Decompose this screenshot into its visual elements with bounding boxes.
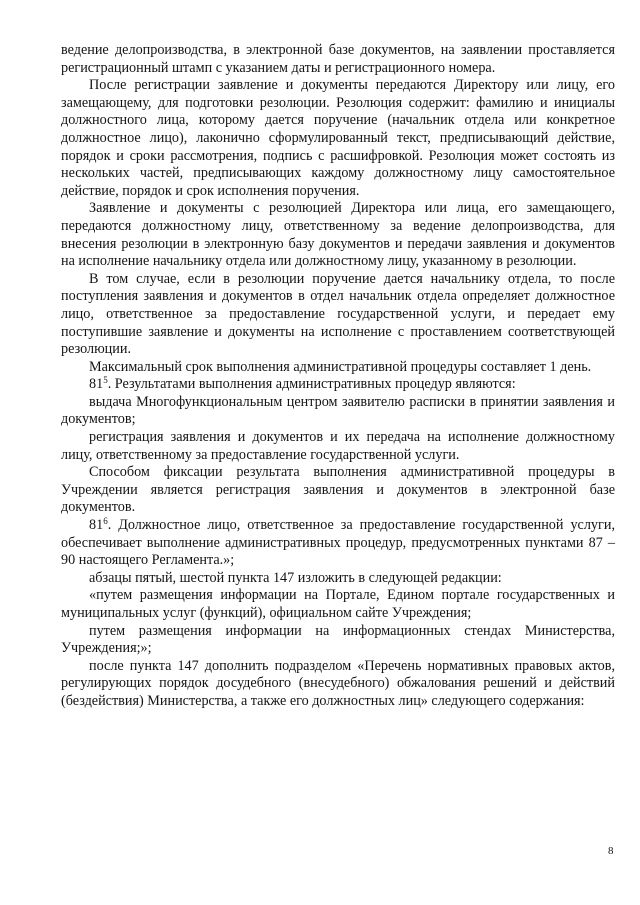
- clause-superscript: 5: [103, 375, 108, 386]
- paragraph-12: «путем размещения информации на Портале, Едином портале государственных и муниципальных услуг (функций), официальном сайте Учреждения;: [61, 587, 615, 621]
- clause-number: 81: [89, 376, 104, 393]
- paragraph-2: После регистрации заявление и документы передаются Директору или лицу, его замещающему, для подготовки резолюции. Резолюция содержит: фамилию и инициалы должностного лица, которому дается поручение (начальник отдела или конкретное должностное лицо), лаконично сформулированный текст, предписывающий действие, порядок и сроки рассмотрения, подпись с расшифровкой. Резолюция может состоять из нескольких частей, предписывающих каждому должностному лицу самостоятельное действие, порядок и срок исполнения поручения.: [61, 77, 615, 199]
- paragraph-1: ведение делопроизводства, в электронной базе документов, на заявлении проставляется регистрационный штамп с указанием даты и регистрационного номера.: [61, 42, 615, 76]
- clause-text: . Результатами выполнения административных процедур являются:: [107, 376, 516, 393]
- paragraph-6: [61, 376, 615, 394]
- paragraph-7: выдача Многофункциональным центром заявителю расписки в принятии заявления и документов;: [61, 393, 615, 428]
- paragraph-3: Заявление и документы с резолюцией Директора или лица, его замещающего, передаются должностному лицу, ответственному за ведение делопроизводства, для внесения резолюции в электронную базу документов и передачи заявления и документов на исполнение начальнику отдела или должностному лицу, указанному в резолюции.: [61, 200, 615, 270]
- clause-number: 81: [89, 517, 104, 534]
- paragraph-13: путем размещения информации на информационных стендах Министерства, Учреждения;»;: [61, 622, 615, 657]
- page-number: 8: [608, 845, 614, 857]
- paragraph-10: [61, 517, 615, 570]
- clause-text: . Должностное лицо, ответственное за предоставление государственной услуги, обеспечивает выполнение административных процедур, предусмотренных пунктами 87 – 90 настоящего Регламента.»;: [61, 517, 615, 569]
- paragraph-11: абзацы пятый, шестой пункта 147 изложить в следующей редакции:: [89, 569, 502, 586]
- clause-superscript: 6: [103, 516, 108, 527]
- paragraph-4: В том случае, если в резолюции поручение дается начальнику отдела, то после поступления заявления и документов в отдел начальник отдела определяет должностное лицо, ответственное за предоставление государственной услуги, и передает ему поступившие заявление и документы на исполнение с проставлением соответствующей резолюции.: [61, 270, 615, 358]
- paragraph-14: после пункта 147 дополнить подразделом «Перечень нормативных правовых актов, регулирующих порядок досудебного (внесудебного) обжалования решений и действий (бездействия) Министерства, а также его должностных лиц» следующего содержания:: [61, 657, 615, 709]
- paragraph-9: Способом фиксации результата выполнения административной процедуры в Учреждении является регистрация заявления и документов в электронной базе документов.: [61, 464, 615, 516]
- paragraph-5: Максимальный срок выполнения административной процедуры составляет 1 день.: [89, 358, 592, 375]
- document-body: [61, 42, 615, 711]
- paragraph-8: регистрация заявления и документов и их передача на исполнение должностному лицу, ответственному за предоставление государственной услуги.: [61, 429, 615, 463]
